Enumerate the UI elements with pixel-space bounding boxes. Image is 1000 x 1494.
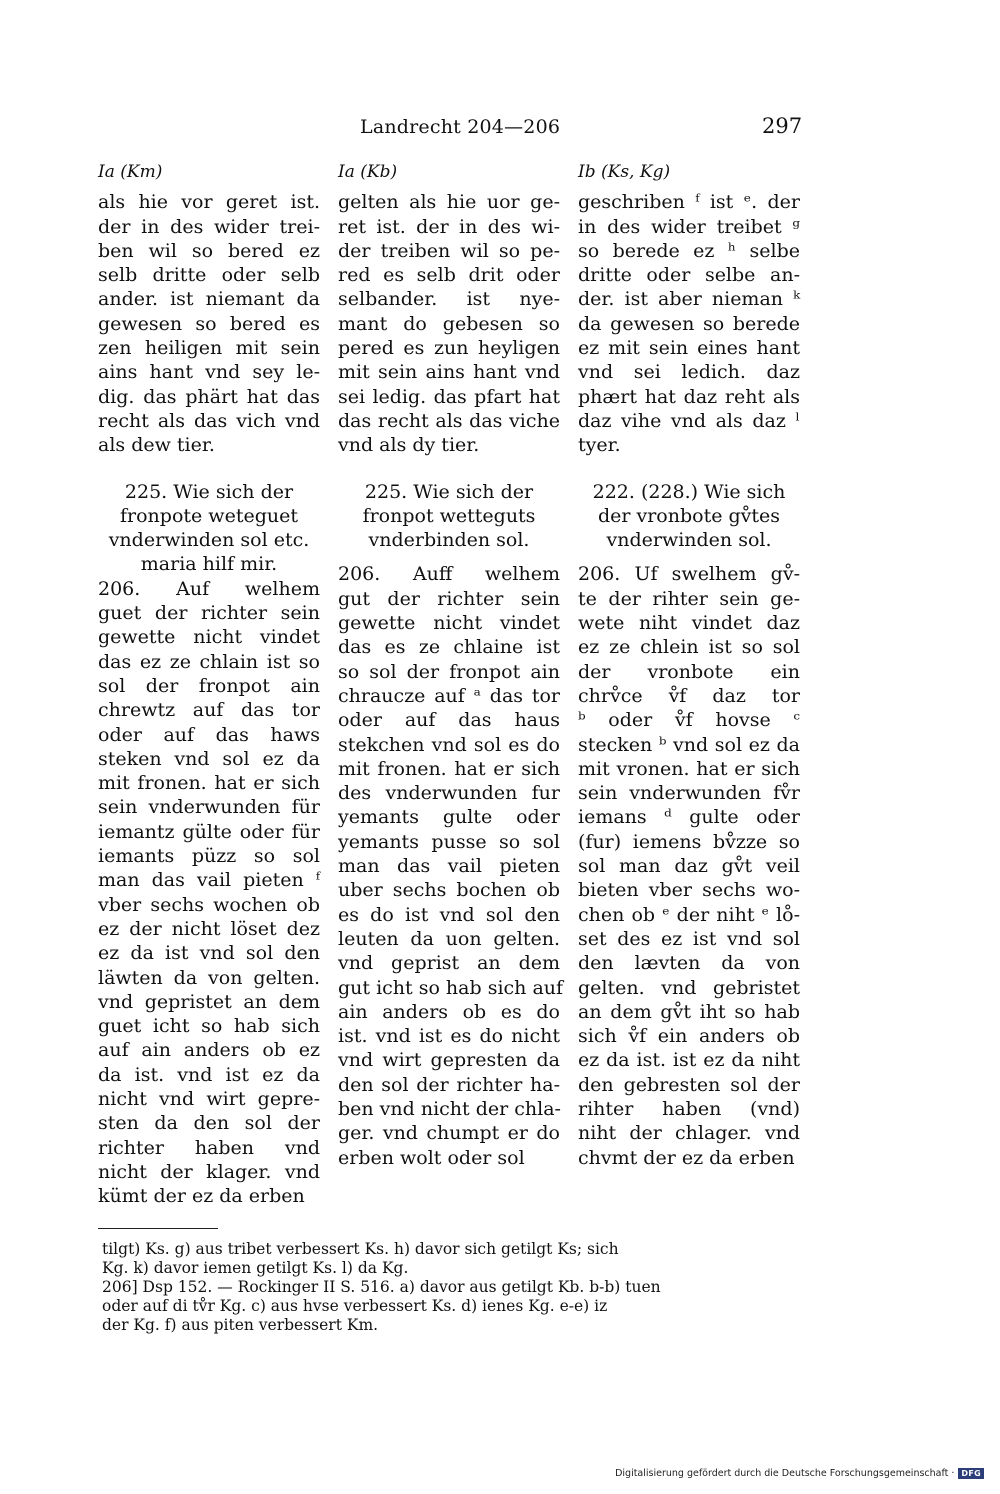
text-line: ander. ist niemant da [98, 288, 320, 311]
text-line: chraucze auf ᵃ das tor [338, 684, 560, 707]
credit-text: Digitalisierung gefördert durch die Deutsche Forschungsgemeinschaft · [615, 1468, 955, 1479]
text-line: mit fronen. hat er sich [338, 757, 560, 780]
text-block-upper [98, 190, 320, 457]
text-line: vnd sei ledich. daz [578, 361, 800, 384]
text-line: da ist. vnd ist ez da [98, 1063, 320, 1086]
text-line: maria hilf mir. [140, 553, 278, 576]
text-line: vnderbinden sol. [368, 529, 530, 552]
text-line: ᵇ oder v̊f hovse ᶜ [578, 709, 800, 732]
digitization-credit [615, 1468, 984, 1479]
text-line: daz vihe vnd als daz ˡ [578, 409, 800, 432]
text-line: yemants gulte oder [338, 806, 560, 829]
text-line: iemants püzz so sol [98, 845, 320, 868]
text-line: gut icht so hab sich auf [338, 976, 564, 999]
text-line: rihter haben (vnd) [578, 1097, 800, 1120]
text-line: ez mit sein eines hant [578, 337, 800, 360]
text-line: den sol der richter ha- [338, 1073, 560, 1096]
text-line: vnd als dy tier. [338, 434, 480, 457]
text-line: der in des wider trei- [98, 215, 320, 238]
text-line: gelten als hie uor ge- [338, 191, 560, 214]
text-line: yemants pusse so sol [338, 830, 560, 853]
text-line: (fur) iemens bv̊zze so [578, 830, 800, 853]
text-line: 206. Auf welhem [98, 577, 320, 600]
text-line: vnd gepristet an dem [98, 990, 320, 1013]
chapter-rubric [338, 480, 560, 553]
footnote-line: tilgt) Ks. g) aus tribet verbessert Ks. h) davor sich getilgt Ks; sich [102, 1240, 619, 1258]
footnote-line: der Kg. f) aus piten verbessert Km. [102, 1316, 379, 1334]
manuscript-label: Ia (Kb) [338, 162, 398, 182]
text-line: vber sechs wochen ob [98, 893, 320, 916]
text-line: vnderwinden sol. [606, 529, 772, 552]
footnote-line: 206] Dsp 152. — Rockinger II S. 516. a) davor aus getilgt Kb. b-b) tuen [102, 1278, 661, 1296]
text-block-lower [578, 562, 800, 1169]
text-line: vnderwinden sol etc. [108, 529, 310, 552]
text-line: dig. das phärt hat das [98, 385, 320, 408]
text-line: ger. vnd chumpt er do [338, 1122, 560, 1145]
text-line: läwten da von gelten. [98, 966, 320, 989]
text-line: ret ist. der in des wi- [338, 215, 560, 238]
text-block-lower [338, 562, 564, 1169]
text-line: gewette nicht vindet [98, 626, 320, 649]
text-line: stecken ᵇ vnd sol ez da [578, 733, 800, 756]
text-line: 225. Wie sich der [124, 480, 294, 503]
manuscript-label: Ia (Km) [98, 162, 163, 182]
text-line: chvmt der ez da erben [578, 1146, 795, 1169]
text-line: nicht der klager. vnd [98, 1160, 320, 1183]
column-ks-kg [578, 160, 800, 1170]
footnote-rule [98, 1228, 218, 1229]
text-line: 225. Wie sich der [364, 480, 534, 503]
text-line: ist. vnd ist es do nicht [338, 1025, 560, 1048]
text-line: vnd geprist an dem [338, 952, 560, 975]
text-line: fronpot wetteguts [362, 504, 536, 527]
text-line: so berede ez ʰ selbe [578, 239, 800, 262]
text-line: in des wider treibet ᵍ [578, 215, 800, 238]
text-line: niht der chlager. vnd [578, 1122, 800, 1145]
text-line: man das vail pieten [338, 855, 560, 878]
text-line: chrewtz auf das tor [98, 699, 320, 722]
text-line: gut der richter sein [338, 587, 560, 610]
text-block-upper [338, 190, 560, 457]
text-line: ben wil so bered ez [98, 239, 320, 262]
text-line: der. ist aber nieman ᵏ [578, 288, 800, 311]
text-line: bieten vber sechs wo- [578, 879, 800, 902]
running-title: Landrecht 204—206 [360, 116, 561, 138]
page-number: 297 [762, 114, 803, 138]
text-line: ain anders ob es do [338, 1000, 560, 1023]
text-line: geschriben ᶠ ist ᵉ. der [578, 191, 800, 214]
text-line: te der rihter sein ge- [578, 587, 800, 610]
column-km [98, 160, 320, 1208]
text-line: 206. Uf swelhem gv̊- [578, 563, 800, 586]
text-line: vnd wirt gepresten da [338, 1049, 560, 1072]
text-line: sten da den sol der [98, 1112, 320, 1135]
text-line: ez ze chlein ist so sol [578, 636, 800, 659]
text-line: selb dritte oder selb [98, 264, 320, 287]
text-line: gewette nicht vindet [338, 612, 560, 635]
text-line: selbander. ist nye- [338, 288, 560, 311]
text-line: den lævten da von [578, 952, 800, 975]
text-line: ez da ist vnd sol den [98, 942, 320, 965]
text-line: kümt der ez da erben [98, 1185, 305, 1208]
chapter-rubric [98, 480, 320, 577]
text-line: als dew tier. [98, 434, 215, 457]
text-line: ben vnd nicht der chla- [338, 1097, 561, 1120]
text-line: sol man daz gv̊t veil [578, 855, 800, 878]
text-line: gelten. vnd gebristet [578, 976, 800, 999]
text-line: an dem gv̊t iht so hab [578, 1000, 800, 1023]
text-block-upper [578, 190, 800, 457]
text-line: sein vnderwunden fv̊r [578, 782, 800, 805]
text-line: zen heiligen mit sein [98, 337, 320, 360]
footnote-line: Kg. k) davor iemen getilgt Ks. l) da Kg. [102, 1259, 409, 1277]
text-line: ains hant vnd sey le- [98, 361, 320, 384]
text-line: sich v̊f ein anders ob [578, 1025, 800, 1048]
footnote-line: oder auf di tv̊r Kg. c) aus hvse verbessert Ks. d) ienes Kg. e-e) iz [102, 1297, 608, 1315]
text-line: pered es zun heyligen [338, 337, 560, 360]
footnotes [102, 1240, 804, 1335]
text-line: leuten da uon gelten. [338, 927, 560, 950]
text-line: guet icht so hab sich [98, 1015, 320, 1038]
text-line: das ez ze chlain ist so [98, 650, 320, 673]
text-line: ez da ist. ist ez da niht [578, 1049, 800, 1072]
text-line: gewesen so bered es [98, 312, 320, 335]
text-line: iemantz gülte oder für [98, 820, 320, 843]
text-line: 222. (228.) Wie sich [592, 480, 786, 503]
text-line: uber sechs bochen ob [338, 879, 560, 902]
text-line: des vnderwunden fur [338, 782, 560, 805]
text-line: recht als das vich vnd [98, 409, 320, 432]
chapter-rubric [578, 480, 800, 553]
text-line: sei ledig. das pfart hat [338, 385, 560, 408]
text-line: richter haben vnd [98, 1136, 320, 1159]
text-line: da gewesen so berede [578, 312, 800, 335]
text-line: es do ist vnd sol den [338, 903, 560, 926]
text-line: chen ob ᵉ der niht ᵉ lo̊- [578, 903, 800, 926]
text-line: mant do gebesen so [338, 312, 560, 335]
manuscript-label: Ib (Ks, Kg) [578, 162, 671, 182]
text-line: als hie vor geret ist. [98, 191, 320, 214]
text-line: red es selb drit oder [338, 264, 560, 287]
text-line: dritte oder selbe an- [578, 264, 800, 287]
text-line: mit fronen. hat er sich [98, 772, 320, 795]
text-line: der vronbote ein [578, 660, 800, 683]
text-line: steken vnd sol ez da [98, 747, 320, 770]
text-line: oder auf das haus [338, 709, 560, 732]
text-line: chrv̊ce v̊f daz tor [578, 684, 800, 707]
text-line: mit vronen. hat er sich [578, 757, 800, 780]
text-line: das recht als das viche [338, 409, 560, 432]
text-line: set des ez ist vnd sol [578, 927, 800, 950]
text-line: das es ze chlaine ist [338, 636, 560, 659]
text-line: oder auf das haws [98, 723, 320, 746]
text-line: iemans ᵈ gulte oder [578, 806, 800, 829]
text-line: phært hat daz reht als [578, 385, 800, 408]
text-line: 206. Auff welhem [338, 563, 560, 586]
text-line: den gebresten sol der [578, 1073, 800, 1096]
column-kb [338, 160, 564, 1170]
text-line: erben wolt oder sol [338, 1146, 525, 1169]
dfg-logo: DFG [958, 1468, 984, 1479]
text-line: nicht vnd wirt gepre- [98, 1087, 320, 1110]
text-line: wete niht vindet daz [578, 612, 800, 635]
text-line: man das vail pieten ᶠ [98, 869, 320, 892]
text-line: fronpote weteguet [120, 504, 298, 527]
text-line: guet der richter sein [98, 602, 320, 625]
text-line: tyer. [578, 434, 621, 457]
text-line: sol der fronpot ain [98, 674, 320, 697]
text-line: ez der nicht löset dez [98, 917, 320, 940]
text-line: der treiben wil so pe- [338, 239, 560, 262]
text-block-lower [98, 577, 320, 1209]
text-line: stekchen vnd sol es do [338, 733, 560, 756]
text-line: so sol der fronpot ain [338, 660, 560, 683]
text-line: auf ain anders ob ez [98, 1039, 320, 1062]
text-line: sein vnderwunden für [98, 796, 320, 819]
text-line: der vronbote gv̊tes [597, 504, 781, 527]
text-line: mit sein ains hant vnd [338, 361, 560, 384]
